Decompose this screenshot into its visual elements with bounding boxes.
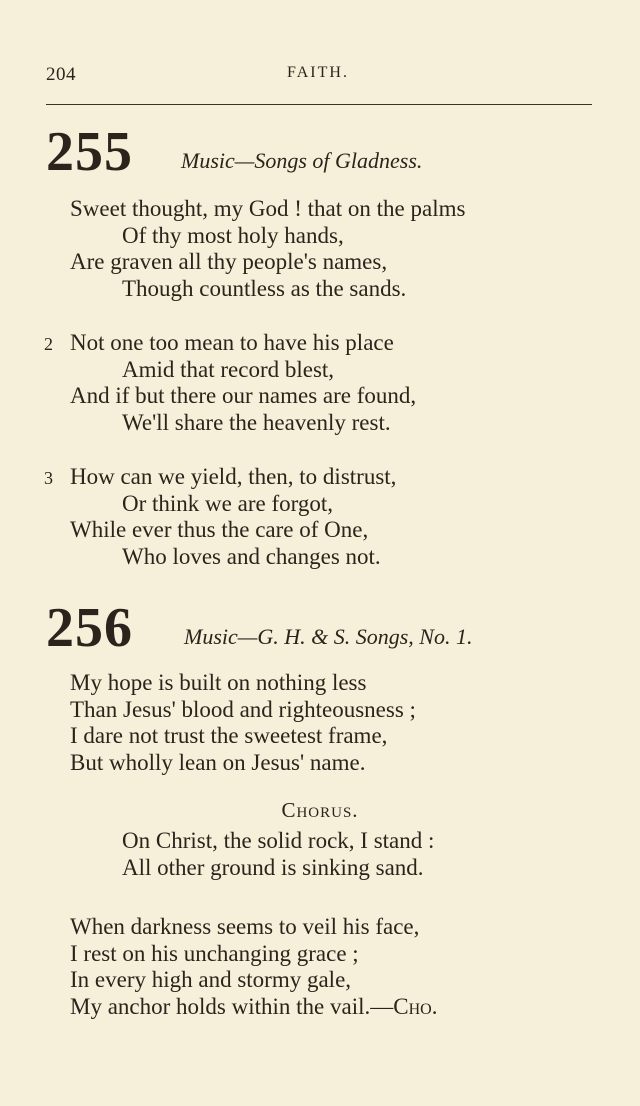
verse-line: In every high and stormy gale,	[70, 967, 352, 992]
chorus-label: Chorus.	[281, 798, 359, 822]
verse-line: Of thy most holy hands,	[122, 222, 344, 248]
verse-line-text: My anchor holds within the vail.—	[70, 993, 394, 1019]
hymn-256-verse-2	[70, 914, 437, 1020]
section-title: FAITH.	[287, 64, 349, 81]
verse-line: When darkness seems to veil his face,	[70, 914, 420, 939]
running-head	[46, 64, 590, 88]
verse-line: But wholly lean on Jesus' name.	[70, 749, 366, 775]
verse-line: I rest on his unchanging grace ;	[70, 940, 359, 966]
verse-line: We'll share the heavenly rest.	[122, 409, 391, 435]
verse-number: 2	[44, 334, 53, 354]
tune-attribution: Music—Songs of Gladness.	[181, 148, 423, 173]
verse-line: While ever thus the care of One,	[70, 517, 369, 542]
hymn-number: 255	[46, 121, 133, 183]
verse-line: Amid that record blest,	[122, 356, 335, 382]
verse-line: Than Jesus' blood and righteousness ;	[70, 696, 416, 722]
verse-line	[70, 994, 437, 1021]
hymn-255-verse-3	[44, 464, 397, 570]
hymn-number: 256	[46, 597, 133, 659]
hymn-256-header	[46, 596, 600, 659]
verse-line: Who loves and changes not.	[122, 543, 381, 569]
hymn-256-chorus	[122, 828, 434, 881]
verse-line: Though countless as the sands.	[122, 275, 407, 301]
page-number: 204	[46, 64, 76, 85]
verse-line: How can we yield, then, to distrust,	[70, 464, 397, 489]
hymn-255-verse-2	[44, 330, 417, 436]
chorus-line: All other ground is sinking sand.	[122, 854, 424, 880]
chorus-line: On Christ, the solid rock, I stand :	[122, 828, 435, 853]
header-rule	[46, 104, 592, 105]
hymn-255-header	[46, 120, 600, 183]
tune-attribution: Music—G. H. & S. Songs, No. 1.	[184, 624, 473, 649]
verse-line: My hope is built on nothing less	[70, 670, 367, 695]
verse-line: I dare not trust the sweetest frame,	[70, 723, 388, 748]
verse-line: Not one too mean to have his place	[70, 330, 394, 355]
verse-line: Are graven all thy people's names,	[70, 249, 388, 274]
verse-line: Sweet thought, my God ! that on the palms	[70, 196, 466, 221]
verse-line: Or think we are forgot,	[122, 490, 333, 516]
hymn-255-verse-1	[70, 196, 465, 302]
chorus-reference: Cho.	[393, 993, 438, 1019]
verse-line: And if but there our names are found,	[70, 383, 417, 408]
verse-number: 3	[44, 468, 53, 488]
hymn-256-verse-1	[70, 670, 416, 776]
